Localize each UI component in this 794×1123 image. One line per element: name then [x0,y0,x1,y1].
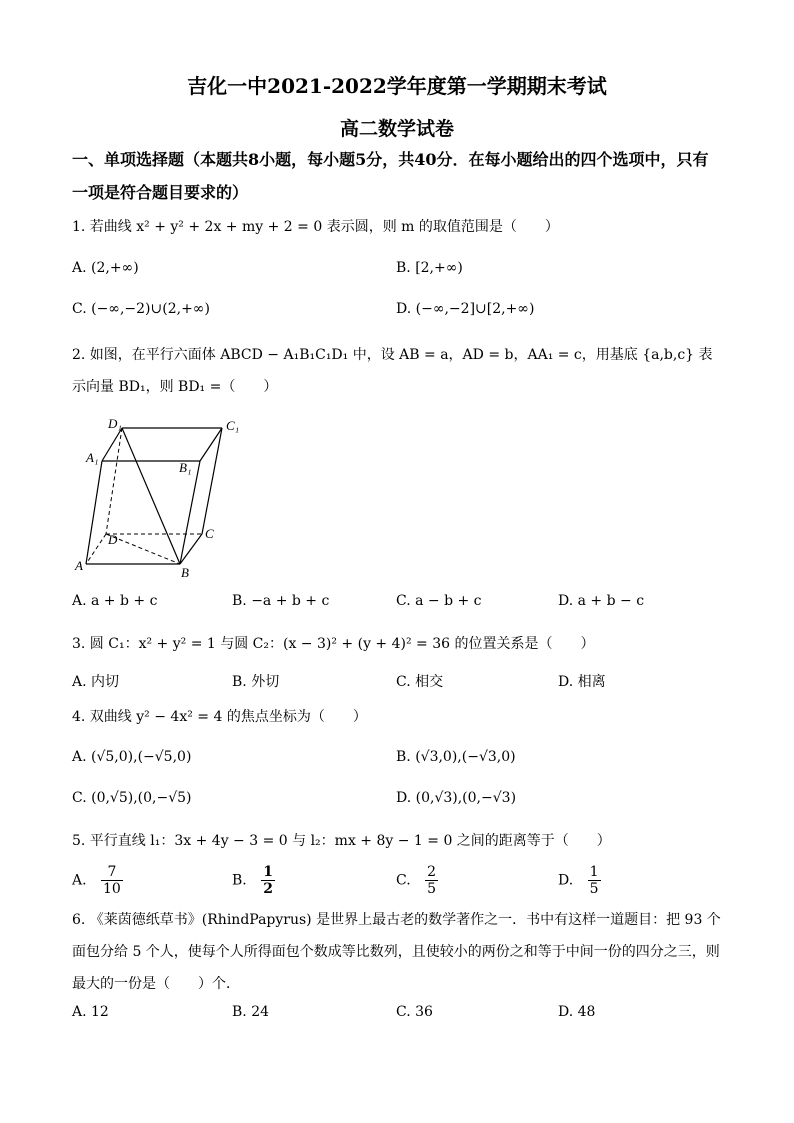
q2-option-b[interactable]: B. −a + b + c [232,593,330,609]
q3-option-c[interactable]: C. 相交 [396,674,444,690]
q5-d-denominator: 5 [589,881,599,897]
q6-option-b[interactable]: B. 24 [232,1004,270,1020]
label-a: A [75,558,83,573]
q3-option-a[interactable]: A. 内切 [72,674,120,690]
q5-c-denominator: 5 [427,881,437,897]
q4-option-c[interactable]: C. (0,√5),(0,−√5) [72,790,192,806]
q1-option-a[interactable]: A. (2,+∞) [72,260,139,276]
q4-option-a[interactable]: A. (√5,0),(−√5,0) [72,749,192,765]
q5-option-a[interactable] [72,864,123,897]
parallelepiped-figure [72,416,252,581]
question-3-stem: 3. 圆 C₁：x² + y² = 1 与圆 C₂：(x − 3)² + (y + 4)² = 36 的位置关系是（ ） [72,636,595,652]
q6-option-a[interactable]: A. 12 [72,1004,109,1020]
edge-da-hidden [86,534,106,564]
question-6-stem: 6. 《莱茵德纸草书》(RhindPapyrus) 是世界上最古老的数学著作之一．书中有这样一道题目：把 93 个面包分给 5 个人，使每个人所得面包个数成等比数列，且使较小的两份之和等于中间一份的四分之三，则最大的一份是（ ）个． [72,912,721,992]
q3-option-d[interactable]: D. 相离 [558,674,606,690]
q5-option-c-fraction [425,864,438,897]
q5-option-d-fraction [588,864,601,897]
q5-option-a-fraction [101,864,123,897]
q5-option-a-letter: A. [72,872,87,889]
q6-option-c[interactable]: C. 36 [396,1004,433,1020]
q2-option-d[interactable]: D. a + b − c [558,593,645,609]
edge-a1d1 [102,428,122,461]
q5-option-b-fraction [261,864,275,897]
q5-option-c[interactable] [396,864,438,897]
q5-b-denominator: 2 [263,881,273,897]
label-d: D [108,532,118,547]
q3-option-b[interactable]: B. 外切 [232,674,280,690]
label-b: B [181,565,189,580]
q4-option-d[interactable]: D. (0,√3),(0,−√3) [396,790,517,806]
q5-a-denominator: 10 [103,881,121,897]
edge-a1a [86,461,102,564]
q1-option-b[interactable]: B. [2,+∞) [396,260,463,276]
question-4-stem: 4. 双曲线 y² − 4x² = 4 的焦点坐标为（ ） [72,709,367,725]
label-c1: C₁ [226,418,240,433]
exam-title: 吉化一中2021-2022学年度第一学期期末考试 [187,74,607,98]
question-1-stem: 1. 若曲线 x² + y² + 2x + my + 2 = 0 表示圆，则 m 的取值范围是（ ） [72,219,559,235]
q2-option-c[interactable]: C. a − b + c [396,593,482,609]
q5-a-numerator: 7 [101,864,123,881]
label-a1: A₁ [86,450,99,465]
edge-b1b [180,461,200,564]
edge-d1d-hidden [106,428,122,534]
q5-option-d-letter: D. [558,872,574,889]
q2-option-a[interactable]: A. a + b + c [72,593,158,609]
exam-subtitle: 高二数学试卷 [339,118,454,140]
q5-b-numerator: 1 [263,864,273,880]
section-heading: 一、单项选择题（本题共8小题，每小题5分，共40分．在每小题给出的四个选项中，只有一项是符合题目要求的） [72,150,709,202]
q5-c-numerator: 2 [427,864,437,880]
q6-option-d[interactable]: D. 48 [558,1004,596,1020]
label-c: C [205,526,214,541]
q5-option-b-letter: B. [232,872,247,889]
question-5-stem: 5. 平行直线 l₁：3x + 4y − 3 = 0 与 l₂：mx + 8y − 1 = 0 之间的距离等于（ ） [72,833,611,849]
q4-option-b[interactable]: B. (√3,0),(−√3,0) [396,749,516,765]
q5-option-b[interactable] [232,864,275,897]
question-2-stem: 2. 如图，在平行六面体 ABCD − A₁B₁C₁D₁ 中，设 AB = a，AD = b，AA₁ = c，用基底 {a,b,c} 表示向量 BD₁，则 BD₁ =（ ） [72,347,713,395]
label-d1: D₁ [108,416,122,431]
q5-option-c-letter: C. [396,872,411,889]
label-b1: B₁ [179,460,192,475]
q5-d-numerator: 1 [589,864,599,880]
q1-option-d[interactable]: D. (−∞,−2]∪[2,+∞) [396,301,535,317]
q1-option-c[interactable]: C. (−∞,−2)∪(2,+∞) [72,301,210,317]
q5-option-d[interactable] [558,864,601,897]
edge-d1b [122,428,180,564]
